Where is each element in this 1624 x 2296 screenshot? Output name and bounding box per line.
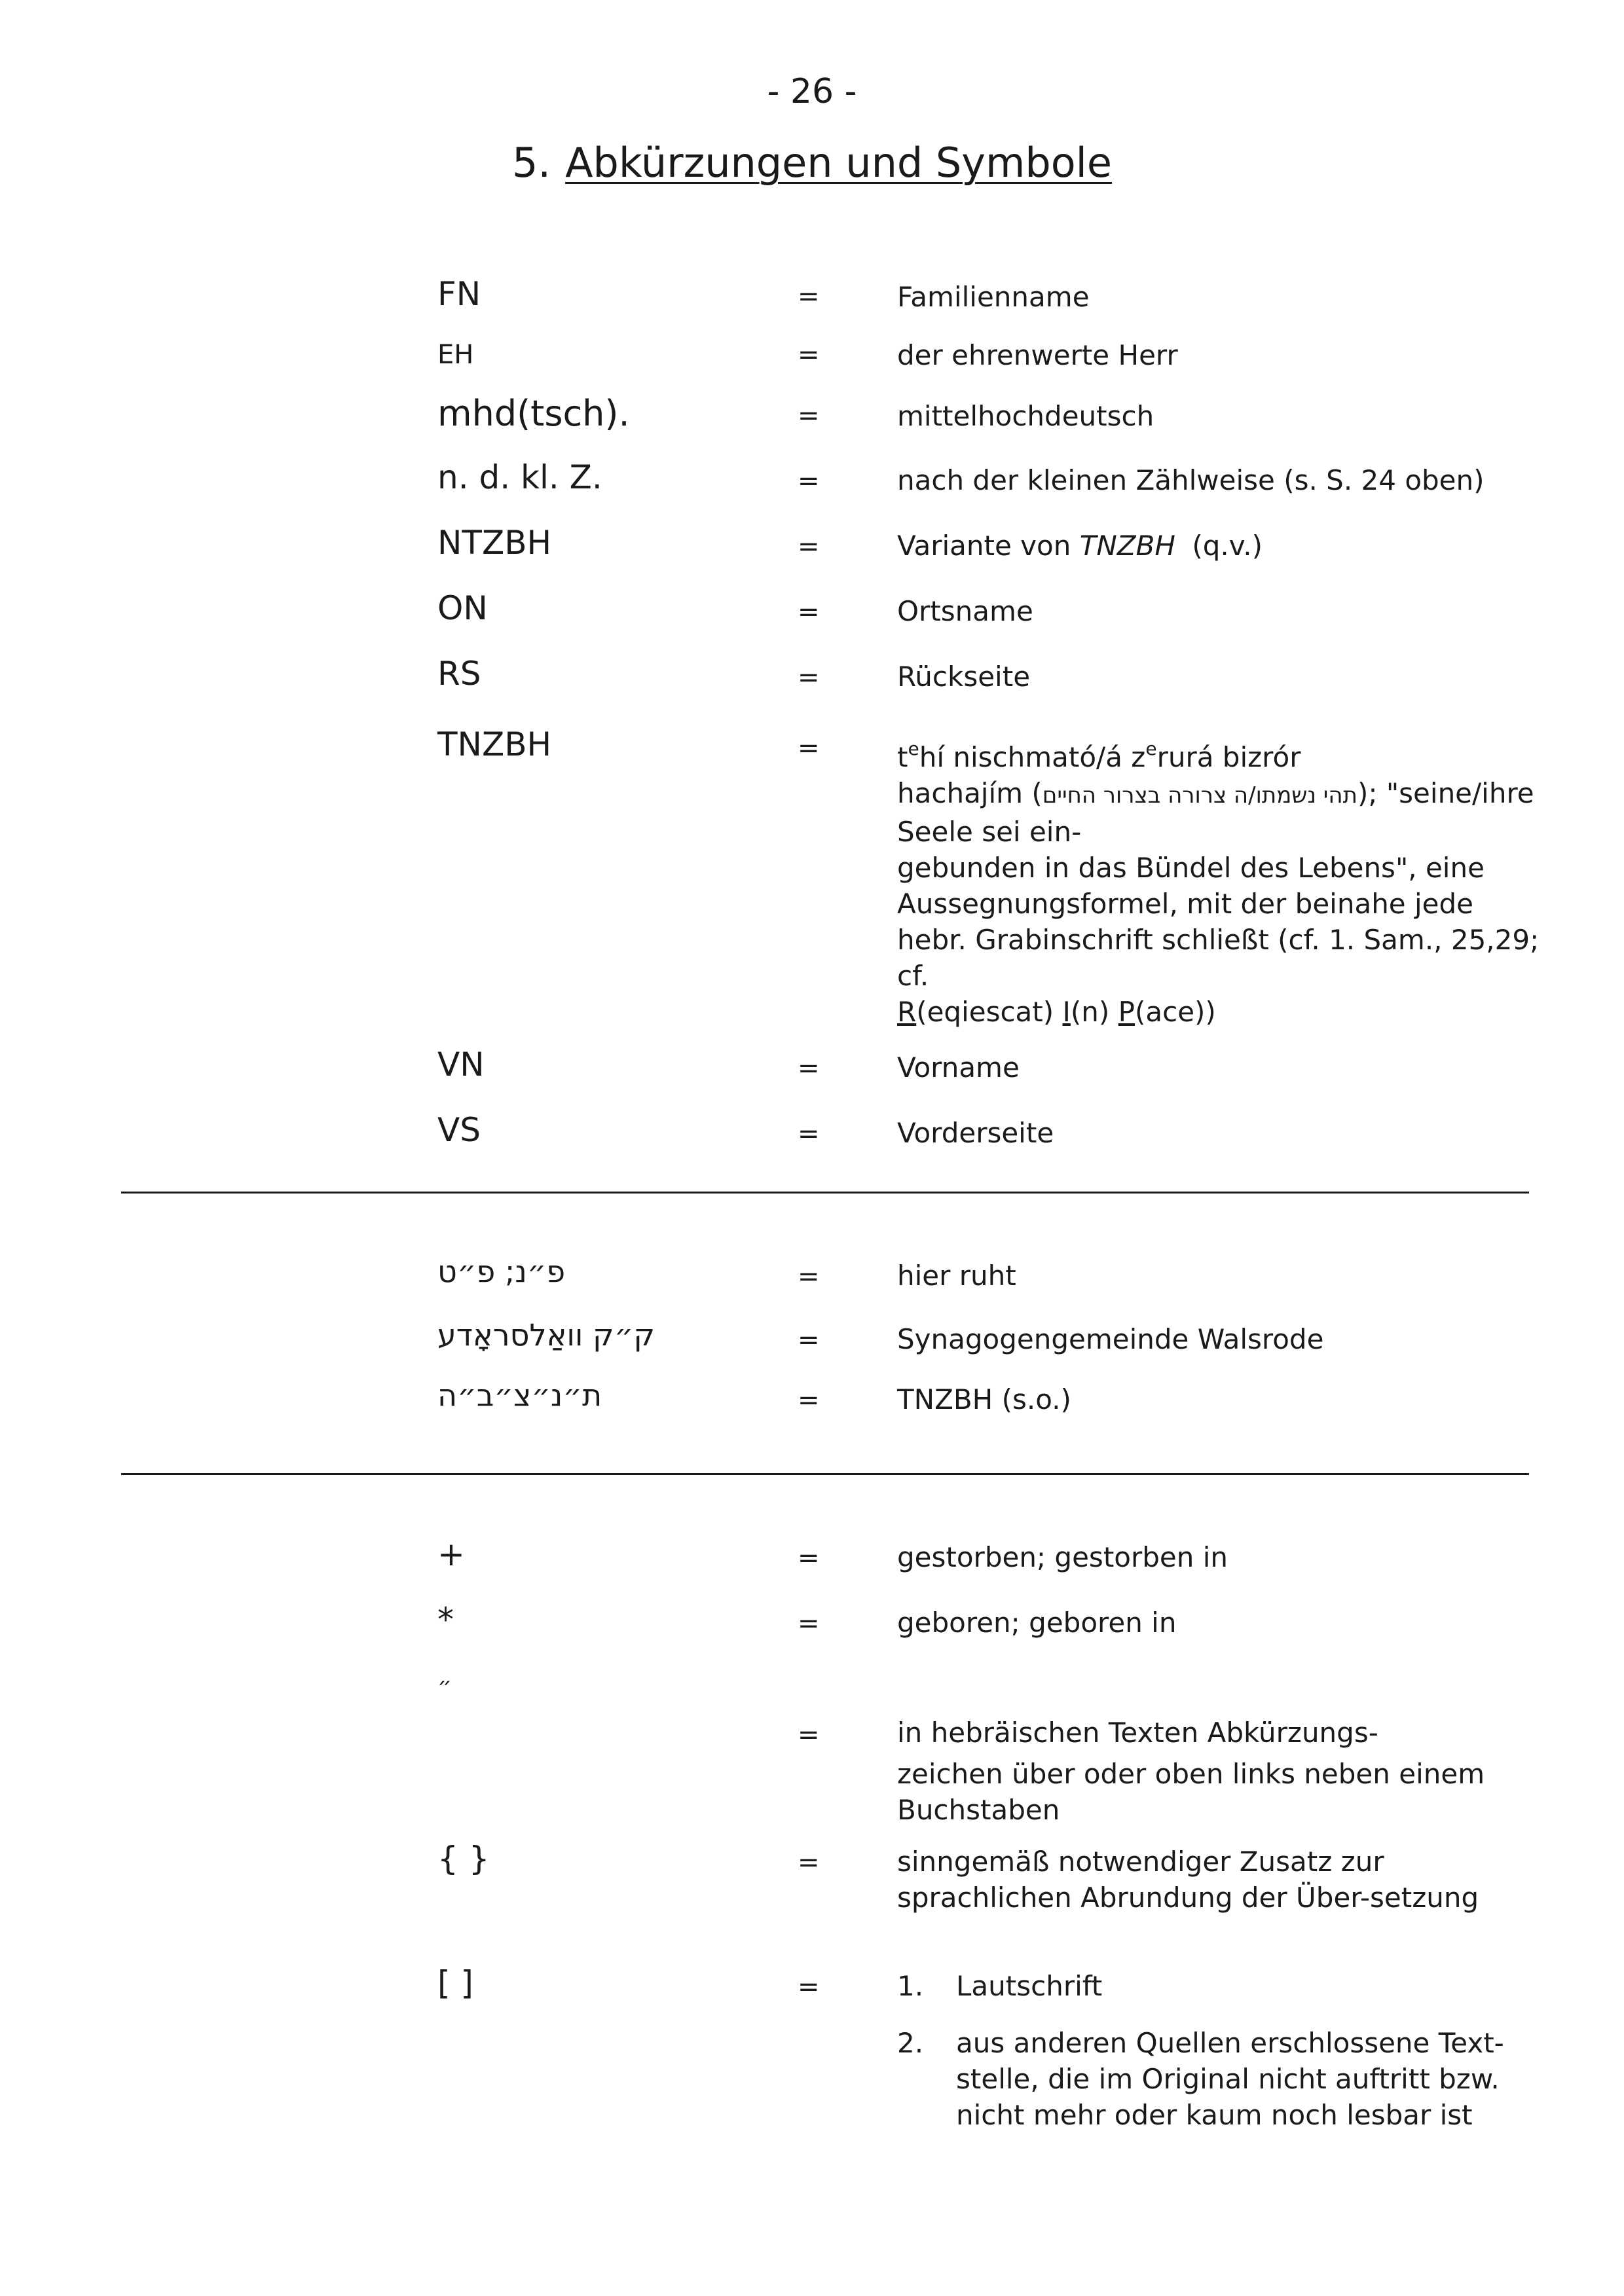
section-divider [121, 1192, 1529, 1194]
abbr-term: TNZBH [437, 725, 552, 763]
equals-sign: = [798, 532, 820, 562]
plus-symbol: + [437, 1535, 465, 1573]
abbr-definition: Familienname [897, 281, 1090, 313]
abbr-definition [897, 731, 1545, 1030]
abbr-term: mhd(tsch). [437, 393, 630, 434]
def-text: (n) [1070, 996, 1110, 1028]
abbr-term: RS [437, 655, 481, 693]
list-item [897, 1968, 1545, 2004]
symbol-definition [897, 1968, 1545, 2133]
page-title [0, 139, 1624, 187]
equals-sign: = [798, 1053, 820, 1084]
hebrew-abbr: ק״ק וואַלסראָדע [437, 1317, 655, 1353]
hebrew-abbr: פ״נ; פ״ט [437, 1254, 566, 1289]
def-line-2: zeichen über oder oben links neben einem Buchstaben [897, 1758, 1485, 1826]
abbr-definition [897, 528, 1545, 564]
brackets-symbol: [ ] [437, 1964, 473, 2002]
abbr-definition: mittelhochdeutsch [897, 400, 1154, 432]
def-line-1 [897, 731, 1545, 775]
def-rest: gebunden in das Bündel des Lebens", eine Aussegnungsformel, mit der beinahe jede hebr. Grabinschrift schließt (cf. 1. Sam., 25,29; cf. [897, 852, 1540, 992]
abbr-term: VS [437, 1111, 481, 1149]
abbr-term: FN [437, 275, 481, 313]
equals-sign: = [798, 663, 820, 693]
def-superscript: e [1145, 738, 1157, 759]
def-text: hí nischmató/á z [919, 741, 1146, 773]
abbr-definition: der ehrenwerte Herr [897, 339, 1178, 371]
equals-sign: = [798, 1119, 820, 1149]
hebrew-phrase: תהי נשמתו/ה צרורה בצרור החיים [1042, 782, 1357, 809]
equals-sign: = [798, 1385, 820, 1415]
hebrew-definition: TNZBH (s.o.) [897, 1383, 1071, 1415]
def-text: (ace)) [1134, 996, 1216, 1028]
def-text: rurá bizrór [1156, 741, 1301, 773]
rip-letter-p: P [1118, 996, 1135, 1028]
hebrew-definition: hier ruht [897, 1260, 1016, 1292]
list-item [897, 2025, 1545, 2133]
asterisk-symbol: * [437, 1601, 454, 1639]
equals-sign: = [798, 597, 820, 627]
def-text: hachajím ( [897, 777, 1043, 809]
symbol-definition [897, 1715, 1545, 1828]
equals-sign: = [798, 466, 820, 496]
def-prefix: Variante von [897, 530, 1071, 562]
hebrew-definition: Synagogengemeinde Walsrode [897, 1323, 1324, 1355]
equals-sign: = [798, 282, 820, 312]
list-text: aus anderen Quellen erschlossene Text-stelle, die im Original nicht auftritt bzw. nicht mehr oder kaum noch lesbar ist [956, 2027, 1504, 2131]
list-number: 1. [897, 1970, 924, 2002]
list-number: 2. [897, 2027, 924, 2059]
braces-symbol: { } [437, 1840, 490, 1878]
equals-sign: = [798, 1609, 820, 1639]
symbol-definition: sinngemäß notwendiger Zusatz zur sprachlichen Abrundung der Über-setzung [897, 1846, 1479, 1914]
def-line-1: in hebräischen Texten Abkürzungs- [897, 1717, 1378, 1749]
abbr-definition: Ortsname [897, 595, 1033, 627]
section-title: Abkürzungen und Symbole [565, 139, 1113, 187]
page-number: - 26 - [767, 72, 857, 111]
abbr-term: ON [437, 589, 488, 627]
abbr-term: EH [437, 340, 474, 370]
equals-sign: = [798, 1720, 820, 1750]
rip-letter-r: R [897, 996, 917, 1028]
equals-sign: = [798, 1848, 820, 1878]
symbol-definition: geboren; geboren in [897, 1607, 1177, 1639]
equals-sign: = [798, 733, 820, 763]
abbr-definition: Vorderseite [897, 1117, 1054, 1149]
def-line-2 [897, 775, 1545, 850]
section-divider [121, 1473, 1529, 1475]
equals-sign: = [798, 1325, 820, 1355]
symbol-definition: gestorben; gestorben in [897, 1541, 1228, 1573]
def-text: (eqiescat) [916, 996, 1054, 1028]
def-rip [897, 994, 1545, 1030]
rip-letter-i: I [1062, 996, 1071, 1028]
def-superscript: e [908, 738, 919, 759]
abbr-definition: Rückseite [897, 661, 1031, 693]
abbr-definition: nach der kleinen Zählweise (s. S. 24 oben) [897, 464, 1485, 496]
def-text: ); "seine/ihre Seele sei ein- [897, 777, 1534, 848]
equals-sign: = [798, 1262, 820, 1292]
abbr-term: VN [437, 1046, 485, 1084]
list-text: Lautschrift [956, 1970, 1103, 2002]
abbr-term: NTZBH [437, 524, 552, 562]
gershayim-symbol: ״ [437, 1673, 452, 1699]
section-number: 5. [511, 139, 551, 187]
def-italic-term: TNZBH [1079, 530, 1175, 562]
def-text: t [897, 741, 908, 773]
equals-sign: = [798, 340, 820, 370]
def-suffix: (q.v.) [1192, 530, 1263, 562]
equals-sign: = [798, 1543, 820, 1573]
abbr-definition: Vorname [897, 1051, 1020, 1084]
equals-sign: = [798, 401, 820, 431]
equals-sign: = [798, 1972, 820, 2002]
hebrew-abbr: ת״נ״צ״ב״ה [437, 1377, 602, 1413]
abbr-term: n. d. kl. Z. [437, 458, 602, 496]
